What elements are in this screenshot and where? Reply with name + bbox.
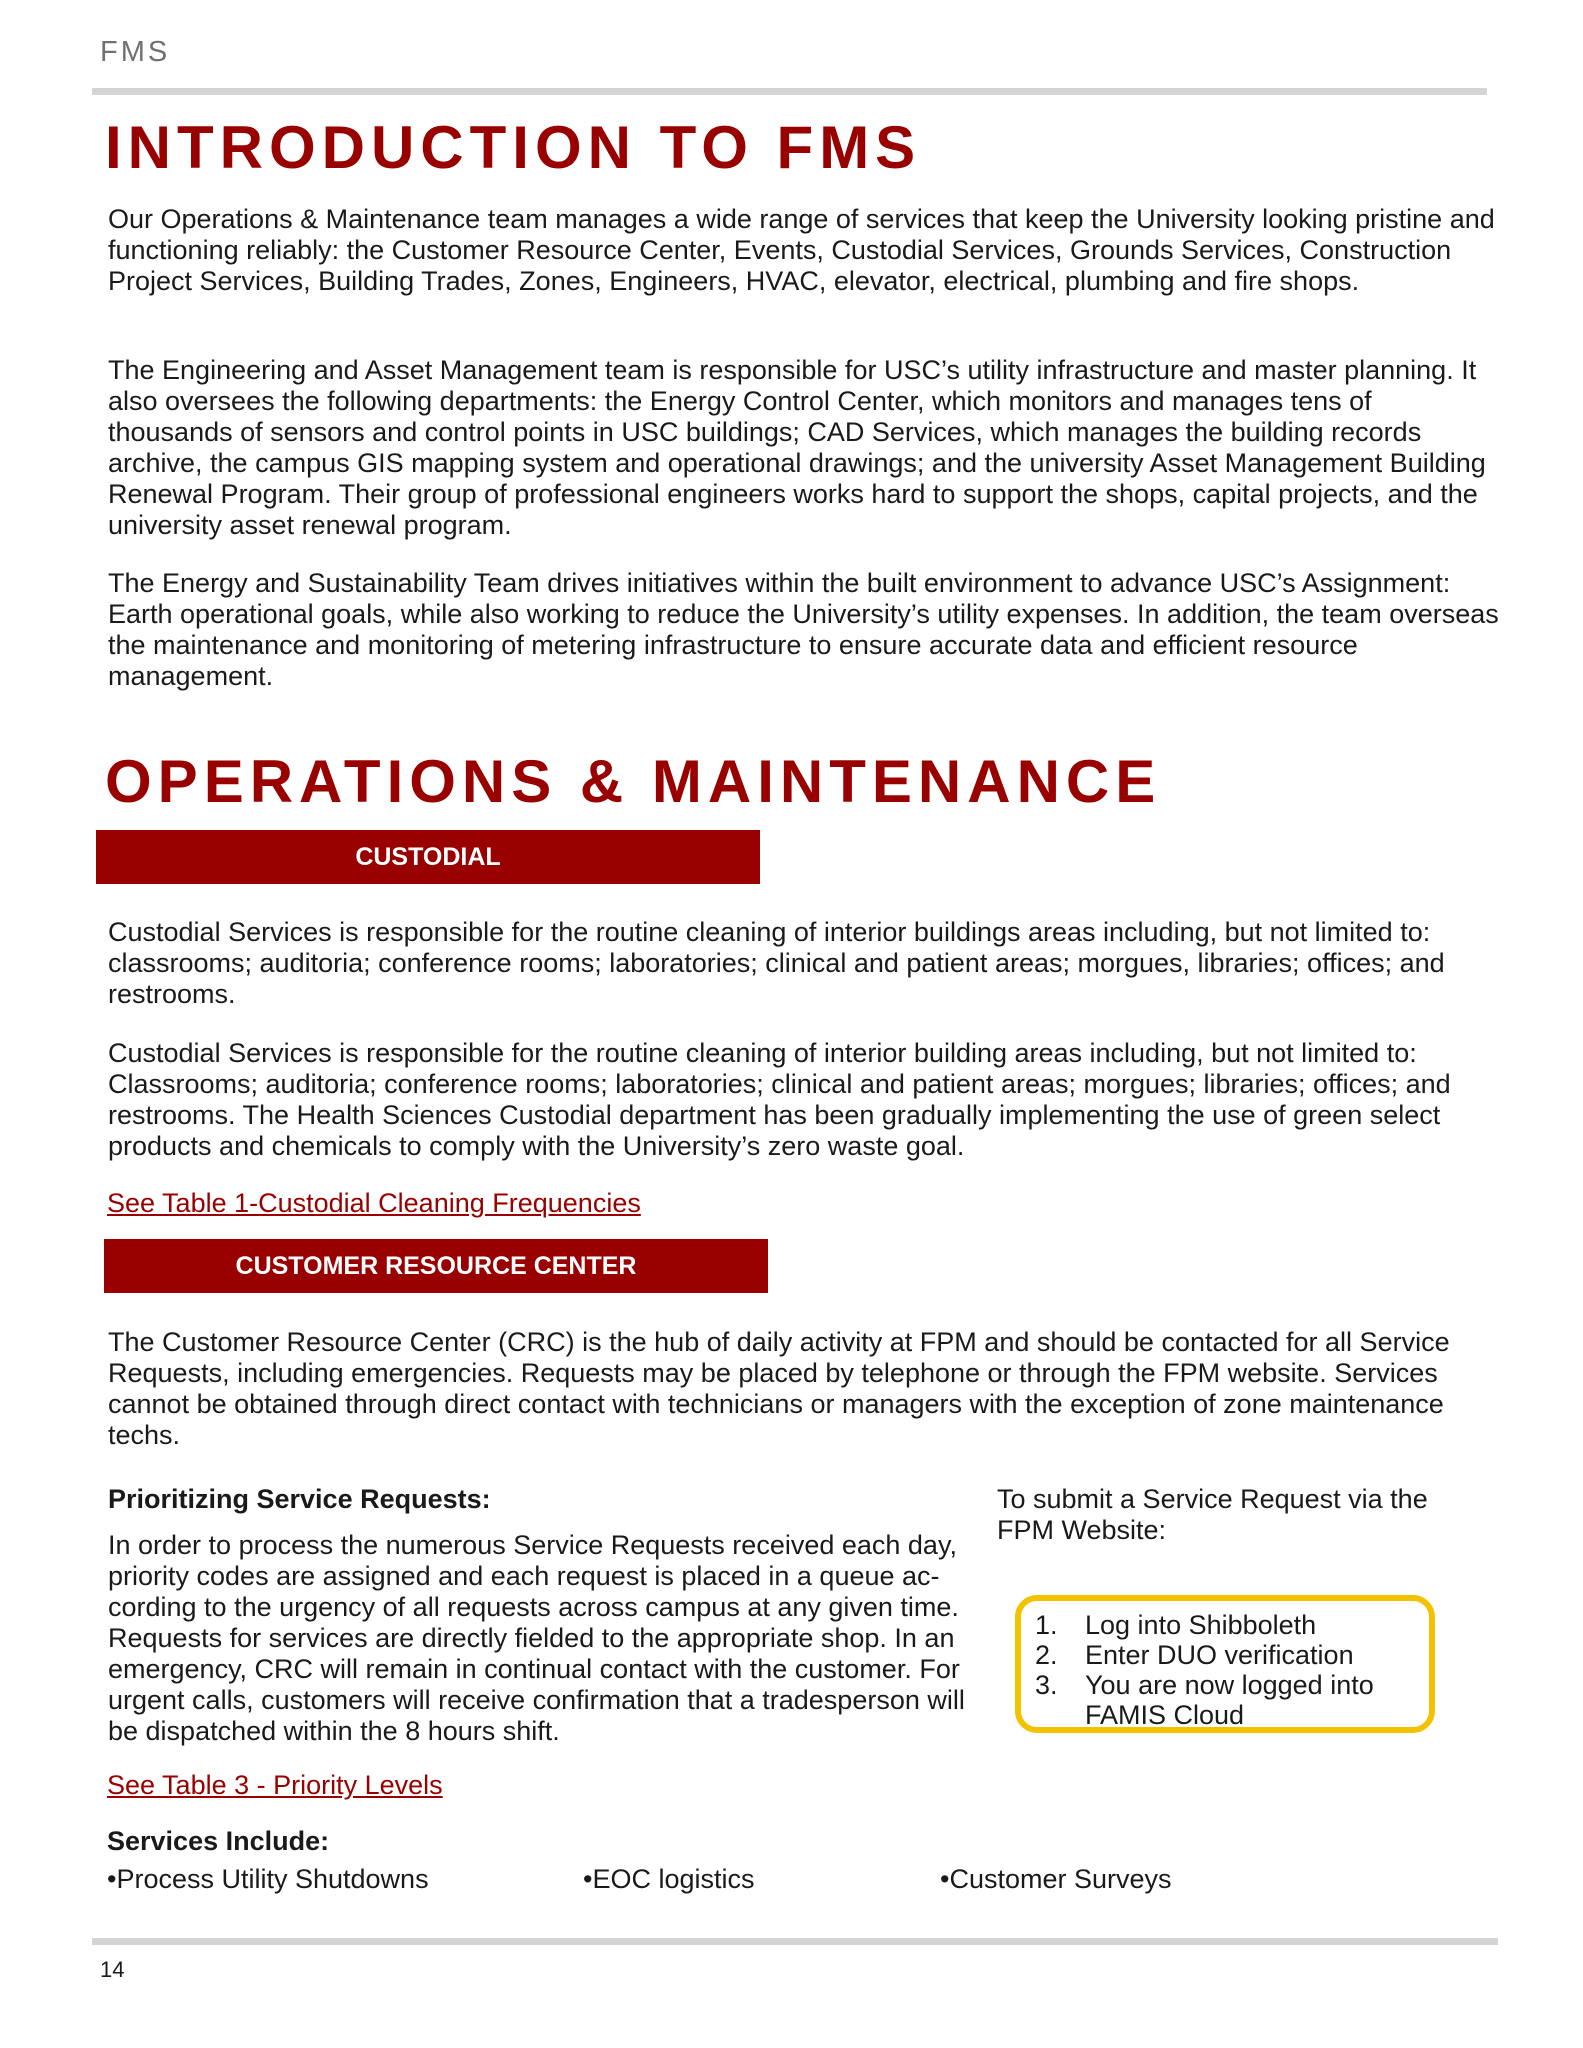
service-item-customer-surveys: •Customer Surveys: [940, 1864, 1172, 1894]
footer-rule: [92, 1938, 1498, 1945]
intro-paragraph-2: The Engineering and Asset Management team is responsible for USC’s utility infrastructure and master planning. It also oversees the following departments: the Energy Control Center, which monitors and manages tens of thousands of sensors and control points in USC buildings; CAD Services, which manages the building records archive, the campus GIS mapping system and operational drawings; and the university Asset Management Building Renewal Program. Their group of professional engineers works hard to support the shops, capital projects, and the university asset renewal program.: [108, 355, 1486, 540]
custodial-paragraph-2: Custodial Services is responsible for the routine cleaning of interior building areas including, but not limited to: Classrooms; auditoria; conference rooms; laboratories; clinical and patient areas; morgues; libraries; offices; and restrooms. The Health Sciences Custodial department has been gradually implementing the use of green select products and chemicals to comply with the University’s zero waste goal.: [108, 1038, 1451, 1161]
custodial-bar-label: CUSTODIAL: [355, 842, 501, 871]
crc-bar-label: CUSTOMER RESOURCE CENTER: [235, 1251, 637, 1280]
intro-title: INTRODUCTION TO FMS: [105, 114, 922, 181]
step-number: 2.: [1035, 1640, 1058, 1670]
custodial-section-bar: [96, 830, 760, 884]
service-item-eoc-logistics: •EOC logistics: [583, 1864, 755, 1894]
step-text: You are now logged into FAMIS Cloud: [1085, 1670, 1374, 1730]
submit-steps-list: [1035, 1610, 1415, 1730]
header-rule: [92, 88, 1487, 95]
submit-request-intro: To submit a Service Request via the FPM Website:: [997, 1484, 1428, 1545]
prioritizing-heading: Prioritizing Service Requests:: [108, 1484, 491, 1514]
step-text: Enter DUO verification: [1085, 1640, 1354, 1670]
step-number: 1.: [1035, 1610, 1058, 1640]
list-item: [1035, 1640, 1415, 1670]
intro-paragraph-1: Our Operations & Maintenance team manages a wide range of services that keep the University looking pristine and functioning reliably: the Customer Resource Center, Events, Custodial Services, Grounds Services, Construction Project Services, Building Trades, Zones, Engineers, HVAC, elevator, electrical, plumbing and fire shops.: [108, 204, 1495, 296]
prioritizing-text: In order to process the numerous Service Requests received each day, priority codes are assigned and each request is placed in a queue ac-cording to the urgency of all requests across campus at any given time. Requests for services are directly fielded to the appropriate shop. In an emergency, CRC will remain in continual contact with the customer. For urgent calls, customers will receive confirmation that a tradesperson will be dispatched within the 8 hours shift.: [108, 1530, 965, 1746]
crc-paragraph: The Customer Resource Center (CRC) is the hub of daily activity at FPM and should be contacted for all Service Requests, including emergencies. Requests may be placed by telephone or through the FPM website. Services cannot be obtained through direct contact with technicians or managers with the exception of zone maintenance techs.: [108, 1327, 1450, 1450]
list-item: [1035, 1610, 1415, 1640]
priority-table-link[interactable]: See Table 3 - Priority Levels: [107, 1770, 443, 1800]
crc-section-bar: [104, 1239, 768, 1293]
custodial-paragraph-1: Custodial Services is responsible for the routine cleaning of interior buildings areas including, but not limited to: classrooms; auditoria; conference rooms; laboratories; clinical and patient areas; morgues, libraries; offices; and restrooms.: [108, 917, 1445, 1009]
list-item: [1035, 1670, 1415, 1730]
operations-title: OPERATIONS & MAINTENANCE: [105, 748, 1162, 815]
intro-paragraph-3: The Energy and Sustainability Team drives initiatives within the built environment to advance USC’s Assignment: Earth operational goals, while also working to reduce the University’s utility expenses. In addition, the team overseas the maintenance and monitoring of metering infrastructure to ensure accurate data and efficient resource management.: [108, 568, 1499, 691]
custodial-table-link[interactable]: See Table 1-Custodial Cleaning Frequencies: [107, 1188, 641, 1218]
service-item-utility-shutdowns: •Process Utility Shutdowns: [107, 1864, 429, 1894]
services-heading: Services Include:: [107, 1826, 330, 1856]
step-text: Log into Shibboleth: [1085, 1610, 1317, 1640]
running-header: FMS: [100, 36, 171, 68]
step-number: 3.: [1035, 1670, 1058, 1700]
page-number: 14: [100, 1957, 125, 1982]
